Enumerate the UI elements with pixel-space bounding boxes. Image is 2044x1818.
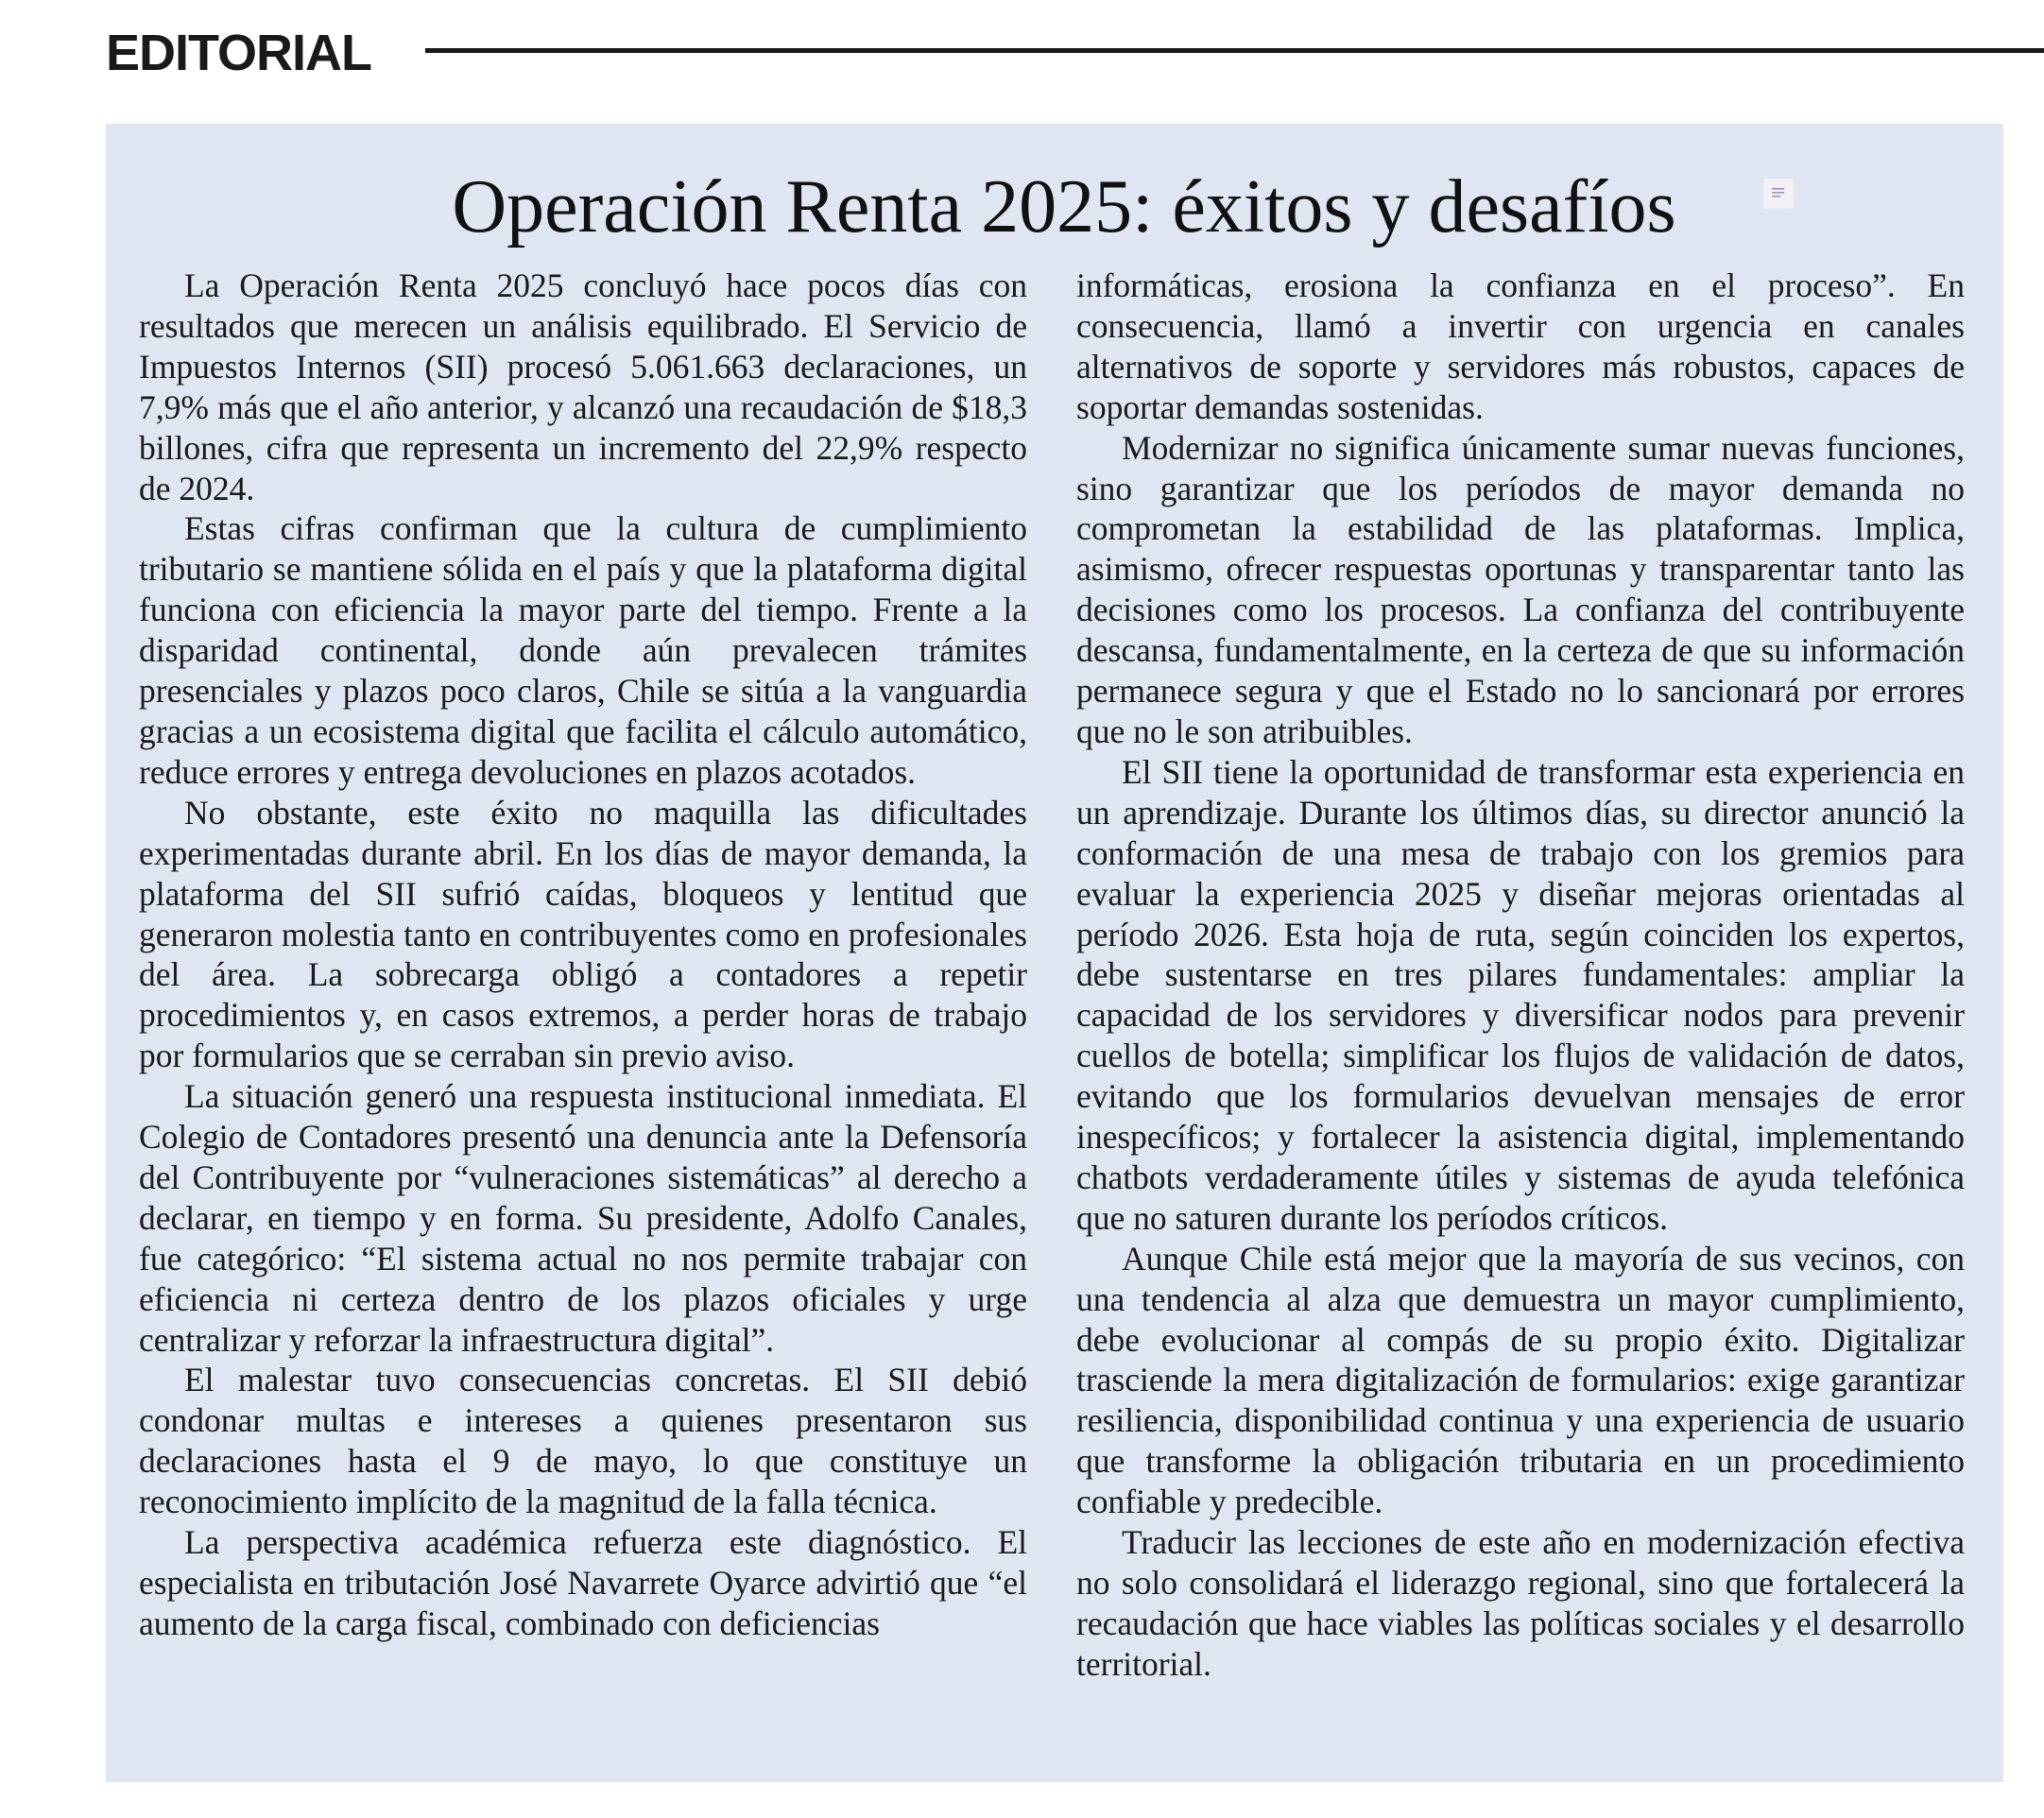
paragraph: La situación generó una respuesta institucional inmediata. El Colegio de Contadores presentó una denuncia ante la Defensoría del Contribuyente por “vulneraciones sistemáticas” al derecho a declarar, en tiempo y en forma. Su presidente, Adolfo Canales, fue categórico: “El sistema actual no nos permite trabajar con eficiencia ni certeza dentro de los plazos oficiales y urge centralizar y reforzar la infraestructura digital”. <box>139 1077 1027 1359</box>
section-divider <box>425 48 2044 53</box>
section-label: EDITORIAL <box>106 25 372 81</box>
paragraph: Estas cifras confirman que la cultura de cumplimiento tributario se mantiene sólida en el país y que la plataforma digital funciona con eficiencia la mayor parte del tiempo. Frente a la disparidad continental, donde aún prevalecen trámites presenciales y plazos poco claros, Chile se sitúa a la vanguardia gracias a un ecosistema digital que facilita el cálculo automático, reduce errores y entrega devoluciones en plazos acotados. <box>139 509 1027 791</box>
paragraph: No obstante, este éxito no maquilla las dificultades experimentadas durante abril. En los días de mayor demanda, la plataforma del SII sufrió caídas, bloqueos y lentitud que generaron molestia tanto en contribuyentes como en profesionales del área. La sobrecarga obligó a contadores a repetir procedimientos y, en casos extremos, a perder horas de trabajo por formularios que se cerraban sin previo aviso. <box>139 793 1027 1075</box>
left-column <box>139 266 1027 1644</box>
editorial-box <box>106 124 2003 1782</box>
paragraph-continuation: informáticas, erosiona la confianza en el proceso”. En consecuencia, llamó a invertir con urgencia en canales alternativos de soporte y servidores más robustos, capaces de soportar demandas sostenidas. <box>1076 266 1965 426</box>
paragraph: Modernizar no significa únicamente sumar nuevas funciones, sino garantizar que los períodos de mayor demanda no comprometan la estabilidad de las plataformas. Implica, asimismo, ofrecer respuestas oportunas y transparentar tanto las decisiones como los procesos. La confianza del contribuyente descansa, fundamentalmente, en la certeza de que su información permanece segura y que el Estado no lo sancionará por errores que no le son atribuibles. <box>1076 428 1965 750</box>
paragraph: El malestar tuvo consecuencias concretas. El SII debió condonar multas e intereses a quienes presentaron sus declaraciones hasta el 9 de mayo, lo que constituye un reconocimiento implícito de la magnitud de la falla técnica. <box>139 1361 1027 1521</box>
paragraph: El SII tiene la oportunidad de transformar esta experiencia en un aprendizaje. Durante los últimos días, su director anunció la conformación de una mesa de trabajo con los gremios para evaluar la experiencia 2025 y diseñar mejoras orientadas al período 2026. Esta hoja de ruta, según coinciden los expertos, debe sustentarse en tres pilares fundamentales: ampliar la capacidad de los servidores y diversificar nodos para prevenir cuellos de botella; simplificar los flujos de validación de datos, evitando que los formularios devuelvan mensajes de error inespecíficos; y fortalecer la asistencia digital, implementando chatbots verdaderamente útiles y sistemas de ayuda telefónica que no saturen durante los períodos críticos. <box>1076 752 1965 1237</box>
paragraph: Traducir las lecciones de este año en modernización efectiva no solo consolidará el liderazgo regional, sino que fortalecerá la recaudación que hace viables las políticas sociales y el desarrollo territorial. <box>1076 1523 1965 1683</box>
note-icon[interactable] <box>1763 179 1794 209</box>
right-column <box>1076 266 1965 1685</box>
paragraph: La Operación Renta 2025 concluyó hace pocos días con resultados que merecen un análisis equilibrado. El Servicio de Impuestos Internos (SII) procesó 5.061.663 declaraciones, un 7,9% más que el año anterior, y alcanzó una recaudación de $18,3 billones, cifra que representa un incremento del 22,9% respecto de 2024. <box>139 266 1027 507</box>
paragraph: La perspectiva académica refuerza este diagnóstico. El especialista en tributación José Navarrete Oyarce advirtió que “el aumento de la carga fiscal, combinado con deficiencias <box>139 1523 1027 1642</box>
paragraph: Aunque Chile está mejor que la mayoría de sus vecinos, con una tendencia al alza que demuestra un mayor cumplimiento, debe evolucionar al compás de su propio éxito. Digitalizar trasciende la mera digitalización de formularios: exige garantizar resiliencia, disponibilidad continua y una experiencia de usuario que transforme la obligación tributaria en un procedimiento confiable y predecible. <box>1076 1239 1965 1521</box>
article-title: Operación Renta 2025: éxitos y desafíos <box>452 165 1676 249</box>
